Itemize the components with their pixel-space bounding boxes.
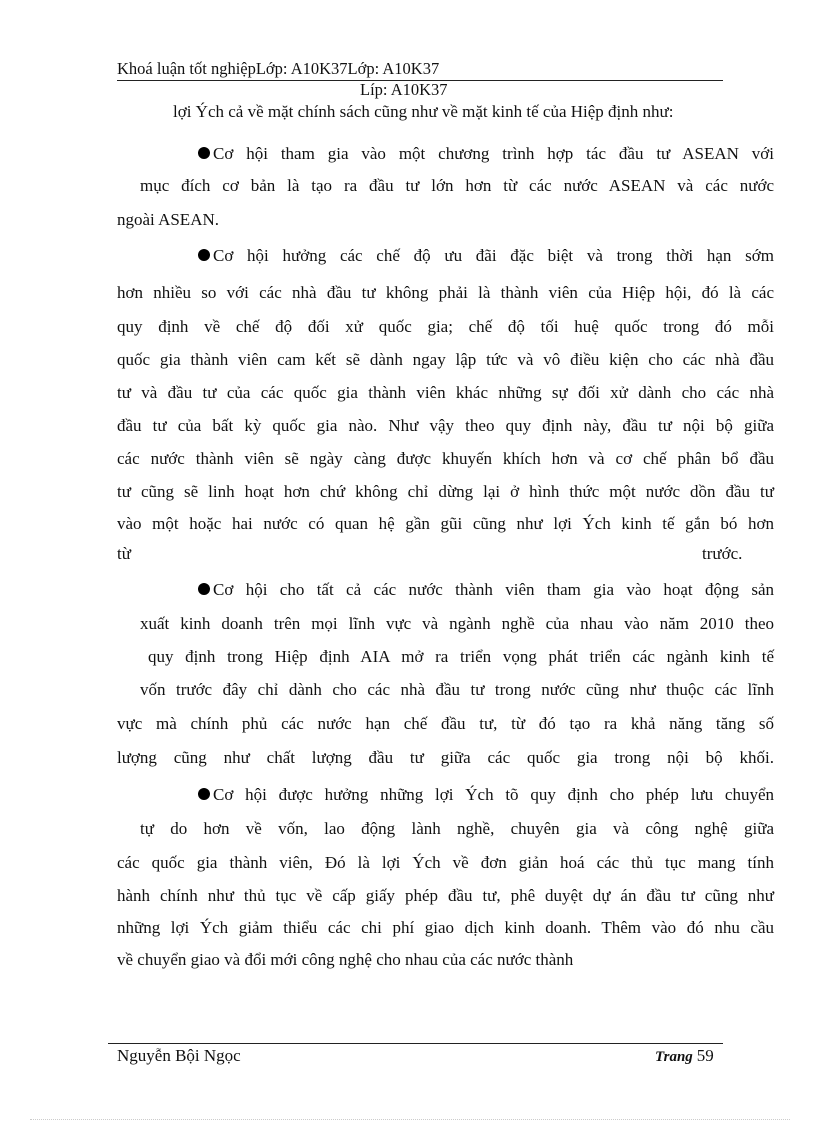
text-line: đầu tư của bất kỳ quốc gia nào. Như vậy theo quy định này, đầu tư nội bộ giữa <box>117 416 774 435</box>
bullet-icon <box>198 583 210 595</box>
page-number: 59 <box>696 1046 714 1065</box>
page-label: Trang <box>655 1049 693 1065</box>
text-line: quy định trong Hiệp định AIA mở ra triển vọng phát triển các ngành kinh tế <box>148 647 774 666</box>
text-line: lợi Ých cả về mặt chính sách cũng như về mặt kinh tế của Hiệp định như: <box>173 102 674 121</box>
text-line: xuất kinh doanh trên mọi lĩnh vực và ngành nghề của nhau vào năm 2010 theo <box>140 614 774 633</box>
text-line: về chuyển giao và đổi mới công nghệ cho nhau của các nước thành <box>117 950 574 969</box>
text-line: các nước thành viên sẽ ngày càng được khuyến khích hơn và cơ chế phân bổ đầu <box>117 449 774 468</box>
text-line: vốn trước đây chỉ dành cho các nhà đầu tư trong nước cũng như thuộc các lĩnh <box>140 680 774 699</box>
text-line: vào một hoặc hai nước có quan hệ gần gũi cũng như lợi Ých kinh tế gắn bó hơn <box>117 514 774 533</box>
text-line: Cơ hội tham gia vào một chương trình hợp tác đầu tư ASEAN với <box>213 144 774 163</box>
bullet-icon <box>198 249 210 261</box>
bullet-icon <box>198 147 210 159</box>
header-title: Khoá luận tốt nghiệpLớp: A10K37Lớp: A10K37 <box>117 57 723 81</box>
footer-rule <box>108 1043 723 1044</box>
text-line: mục đích cơ bản là tạo ra đầu tư lớn hơn từ các nước ASEAN và các nước <box>140 176 774 195</box>
text-line: các quốc gia thành viên, Đó là lợi Ých về đơn giản hoá các thủ tục mang tính <box>117 853 774 872</box>
header-class: Líp: A10K37 <box>360 80 448 99</box>
text-line: tư và đầu tư của các quốc gia thành viên khác những sự đối xử dành cho các nhà <box>117 383 774 402</box>
bullet-paragraph-4 <box>198 783 774 807</box>
text-line: từ <box>117 544 131 563</box>
text-line: quy định về chế độ đối xử quốc gia; chế độ tối huệ quốc trong đó mỗi <box>117 317 774 336</box>
text-line: Cơ hội cho tất cả các nước thành viên tham gia vào hoạt động sản <box>213 580 774 599</box>
text-line: Cơ hội được hưởng những lợi Ých tõ quy định cho phép lưu chuyển <box>213 785 774 804</box>
bullet-paragraph-3 <box>198 578 774 602</box>
text-line: vực mà chính phủ các nước hạn chế đầu tư, từ đó tạo ra khả năng tăng số <box>117 714 774 733</box>
page-edge <box>30 1119 790 1120</box>
text-line: tư cũng sẽ linh hoạt hơn chứ không chỉ dừng lại ở hình thức một nước dồn đầu tư <box>117 482 774 501</box>
text-line: Cơ hội hưởng các chế độ ưu đãi đặc biệt và trong thời hạn sớm <box>213 246 774 265</box>
text-line: hơn nhiều so với các nhà đầu tư không phải là thành viên của Hiệp hội, đó là các <box>117 283 774 302</box>
footer-page <box>655 1045 714 1068</box>
text-line: tự do hơn về vốn, lao động lành nghề, chuyên gia và công nghệ giữa <box>140 819 774 838</box>
text-line: ngoài ASEAN. <box>117 210 219 229</box>
bullet-paragraph-2 <box>198 244 774 268</box>
text-line: quốc gia thành viên cam kết sẽ dành ngay lập tức và vô điều kiện cho các nhà đầu <box>117 350 774 369</box>
text-line: những lợi Ých giảm thiểu các chi phí giao dịch kinh doanh. Thêm vào đó nhu cầu <box>117 918 774 937</box>
footer-author: Nguyễn Bội Ngọc <box>117 1046 241 1065</box>
text-line: trước. <box>702 544 743 563</box>
text-line: lượng cũng như chất lượng đầu tư giữa các quốc gia trong nội bộ khối. <box>117 748 774 767</box>
text-line: hành chính như thủ tục về cấp giấy phép đầu tư, phê duyệt dự án đầu tư cũng như <box>117 886 774 905</box>
bullet-paragraph-1 <box>198 142 774 166</box>
bullet-icon <box>198 788 210 800</box>
